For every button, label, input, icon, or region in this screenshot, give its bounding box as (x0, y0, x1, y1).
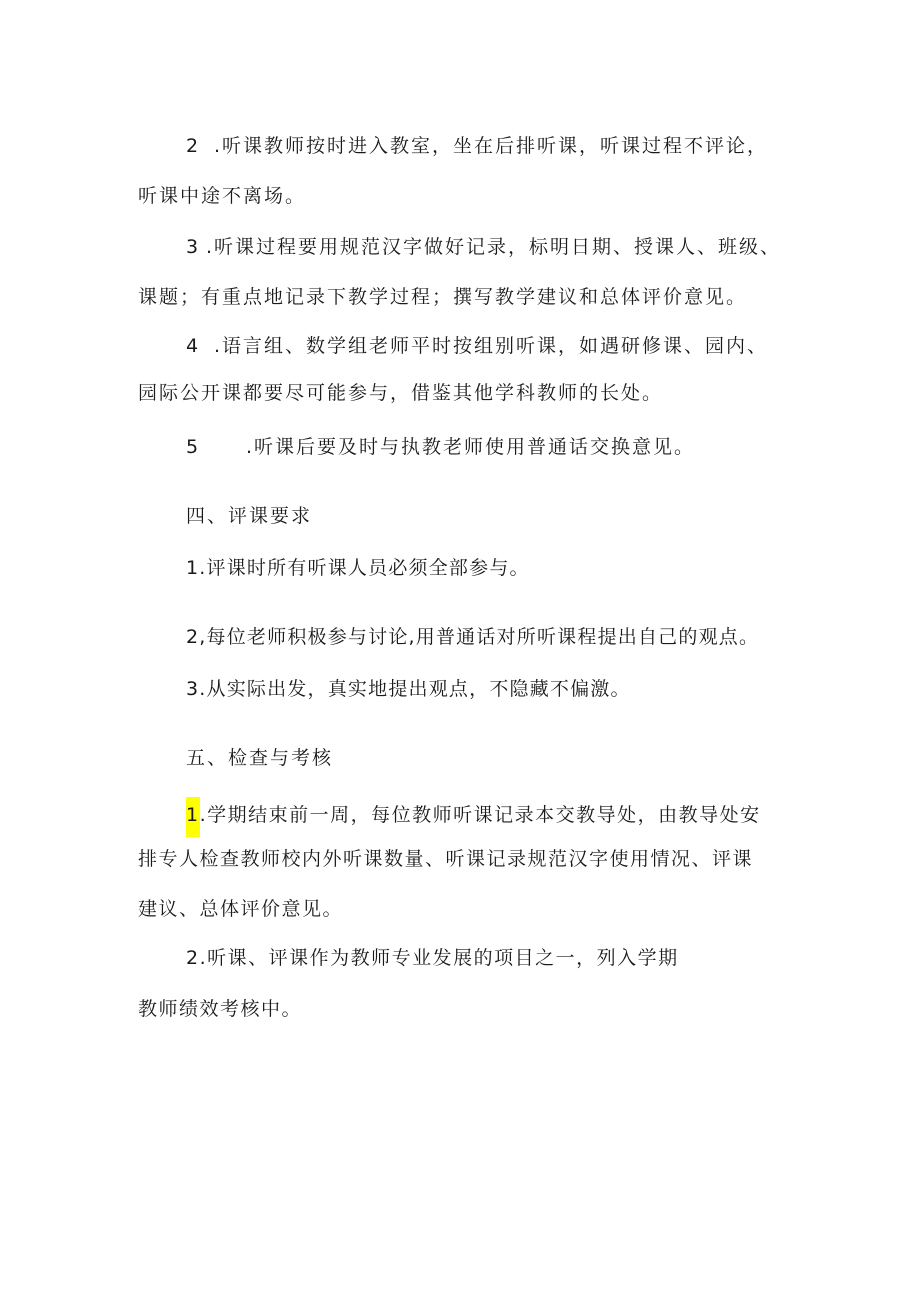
section-5-item-1-line-1 (186, 797, 761, 837)
item-2-text: .听课教师按时进入教室，坐在后排听课，听课过程不评论， (214, 135, 769, 157)
item-4-line-2: 园际公开课都要尽可能参与，借鉴其他学科教师的长处。 (138, 382, 664, 404)
item-2-line-2: 听课中途不离场。 (138, 185, 307, 207)
section-5-item-1-line-3: 建议、总体评价意见。 (138, 898, 344, 920)
item-3-number: 3 (186, 236, 201, 258)
item-3-line-2: 课题；有重点地记录下教学过程；撰写教学建议和总体评价意见。 (138, 286, 748, 308)
section-5-item-2-line-1: 2.听课、评课作为教师专业发展的项目之一，列入学期 (186, 947, 679, 969)
section-4-item-1: 1.评课时所有听课人员必须全部参与。 (186, 557, 530, 579)
item-3-text: .听课过程要用规范汉字做好记录，标明日期、授课人、班级、 (206, 236, 782, 258)
item-number-highlight: 1 (186, 797, 200, 837)
section-4-heading: 四、评课要求 (186, 505, 313, 527)
section-5-item-2-line-2: 教师绩效考核中。 (138, 998, 303, 1020)
section-5-item-1-line-2: 排专人检查教师校内外听课数量、听课记录规范汉字使用情况、评课 (138, 848, 754, 870)
section-4-item-2: 2,每位老师积极参与讨论,用普通话对所听课程提出自己的观点。 (186, 626, 760, 648)
section-4-item-3: 3.从实际出发，真实地提出观点，不隐藏不偏激。 (186, 678, 631, 700)
item-5-number: 5 (186, 436, 201, 458)
item-3-line-1 (186, 235, 781, 259)
item-2-number: 2 (186, 135, 201, 157)
item-5-line-1 (186, 435, 695, 459)
item-4-line-1 (186, 334, 768, 358)
section-5-item-1-text: .学期结束前一周，每位教师听课记录本交教导处，由教导处安 (199, 804, 761, 826)
item-5-text: .听课后要及时与执教老师使用普通话交换意见。 (246, 436, 696, 458)
item-2-line-1 (186, 134, 768, 158)
section-5-heading: 五、检查与考核 (186, 747, 334, 769)
item-4-number: 4 (186, 335, 201, 357)
item-4-text: .语言组、数学组老师平时按组别听课，如遇研修课、园内、 (214, 335, 769, 357)
